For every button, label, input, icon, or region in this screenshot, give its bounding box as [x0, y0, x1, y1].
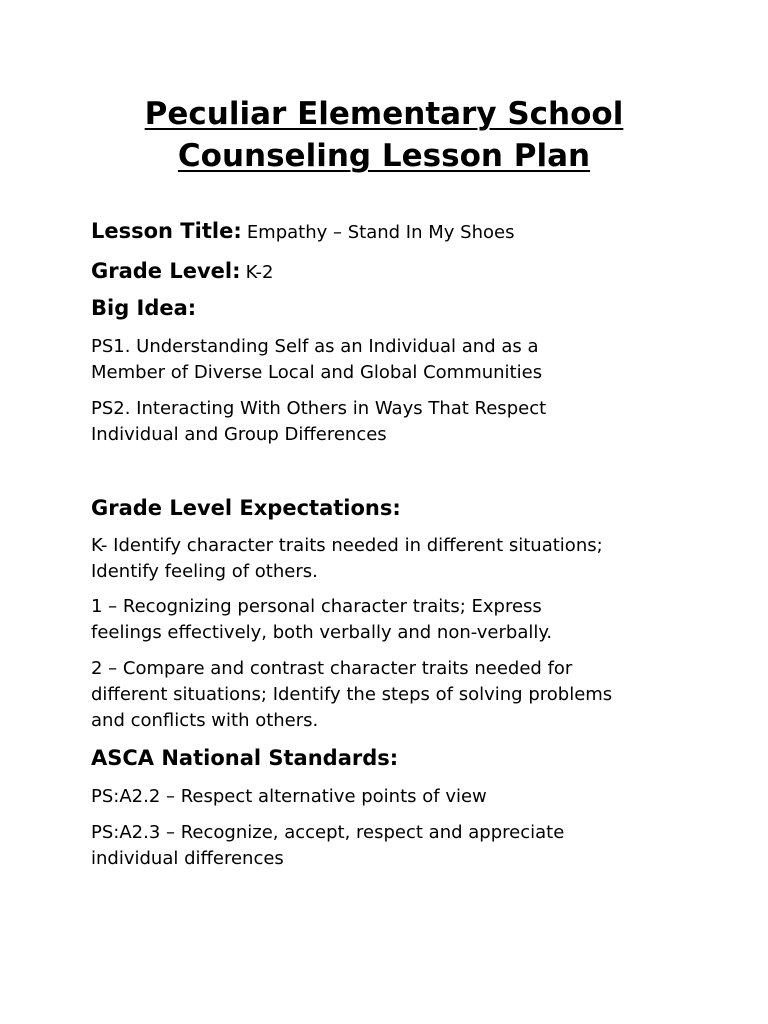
grade-level-row	[91, 256, 691, 288]
document-title-line-1: Peculiar Elementary School	[144, 96, 624, 132]
asca-standard-item-1-line-1: PS:A2.2 – Respect alternative points of view	[91, 786, 487, 807]
big-idea-item-1-line-2: Member of Diverse Local and Global Communities	[91, 362, 543, 383]
expectation-item-k-line-2: Identify feeling of others.	[91, 561, 318, 582]
big-idea-item-2-line-1: PS2. Interacting With Others in Ways That Respect	[91, 398, 547, 419]
asca-standard-item-1	[91, 784, 691, 810]
big-idea-heading: Big Idea:	[91, 296, 197, 320]
big-idea-item-2-line-2: Individual and Group Differences	[91, 424, 387, 445]
document-title-line-2: Counseling Lesson Plan	[177, 138, 591, 174]
lesson-title-value: Empathy – Stand In My Shoes	[246, 222, 515, 243]
asca-standard-item-2-line-1: PS:A2.3 – Recognize, accept, respect and appreciate	[91, 822, 565, 843]
grade-level-label: Grade Level:	[91, 259, 241, 283]
expectation-item-1	[91, 594, 691, 646]
asca-standard-item-2	[91, 820, 691, 872]
expectation-item-1-line-1: 1 – Recognizing personal character traits; Express	[91, 596, 542, 617]
expectation-item-1-line-2: feelings effectively, both verbally and non-verbally.	[91, 622, 553, 643]
expectation-item-k	[91, 533, 691, 585]
grade-level-expectations-heading: Grade Level Expectations:	[91, 496, 401, 520]
big-idea-item-1-line-1: PS1. Understanding Self as an Individual and as a	[91, 336, 539, 357]
big-idea-item-2	[91, 396, 691, 448]
expectation-item-2-line-1: 2 – Compare and contrast character traits needed for	[91, 658, 573, 679]
expectation-item-2-line-2: different situations; Identify the steps of solving problems	[91, 684, 613, 705]
grade-level-value: K-2	[245, 262, 274, 283]
expectation-item-2	[91, 656, 691, 734]
big-idea-item-1	[91, 334, 691, 386]
asca-standards-heading: ASCA National Standards:	[91, 746, 399, 770]
asca-standard-item-2-line-2: individual differences	[91, 848, 284, 869]
lesson-title-row	[91, 216, 691, 248]
lesson-title-label: Lesson Title:	[91, 219, 242, 243]
expectation-item-2-line-3: and conflicts with others.	[91, 710, 319, 731]
expectation-item-k-line-1: K- Identify character traits needed in different situations;	[91, 535, 603, 556]
